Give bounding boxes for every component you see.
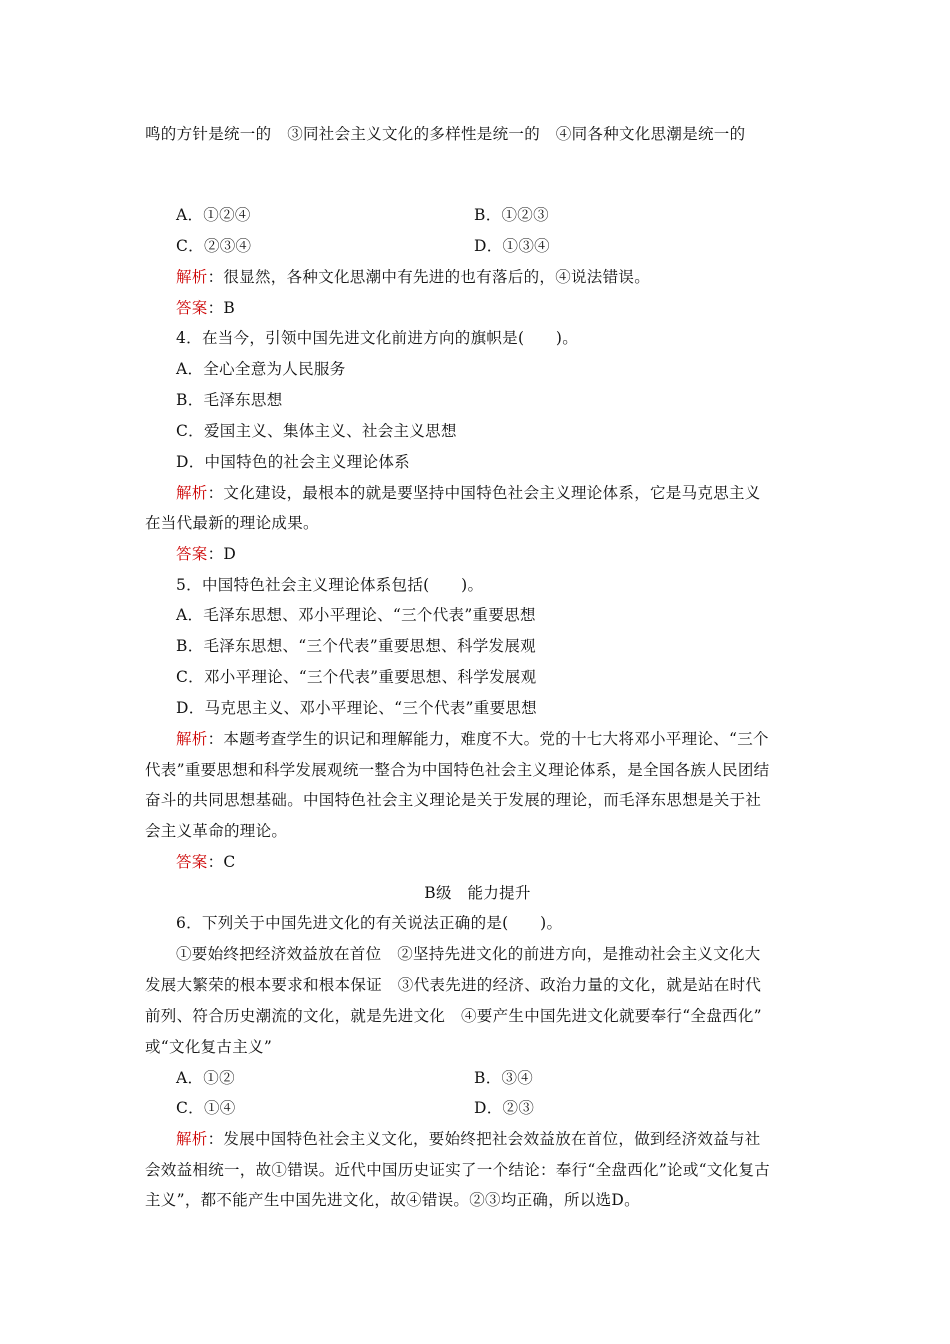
- q6-body-line-2: 发展大繁荣的根本要求和根本保证 ③代表先进的经济、政治力量的文化，就是站在时代: [145, 976, 762, 994]
- q5-stem: 5．中国特色社会主义理论体系包括( )。: [176, 576, 484, 594]
- section-heading-b: B级 能力提升: [424, 884, 531, 902]
- q4-answer-text: ：D: [207, 545, 237, 563]
- q3-option-c: C．②③④: [176, 237, 252, 255]
- q6-analysis-line-1: [176, 1129, 761, 1149]
- q5-option-a: A．毛泽东思想、邓小平理论、“三个代表”重要思想: [176, 606, 536, 624]
- q6-body-line-4: 或“文化复古主义”: [145, 1038, 273, 1056]
- q3-option-b: B．①②③: [474, 206, 549, 224]
- q5-analysis-line-4: 会主义革命的理论。: [145, 822, 288, 840]
- q6-stem: 6．下列关于中国先进文化的有关说法正确的是( )。: [176, 914, 563, 932]
- q5-analysis-line-1: [176, 729, 769, 749]
- analysis-label: 解析: [176, 1130, 208, 1148]
- answer-label: 答案: [176, 545, 208, 563]
- q4-answer: [176, 544, 236, 564]
- q3-answer: [176, 298, 235, 318]
- q4-option-b: B．毛泽东思想: [176, 391, 283, 409]
- q5-option-c: C．邓小平理论、“三个代表”重要思想、科学发展观: [176, 668, 537, 686]
- analysis-label: 解析: [176, 268, 208, 286]
- analysis-label: 解析: [176, 484, 208, 502]
- q6-option-b: B．③④: [474, 1069, 534, 1087]
- q3-option-a: A．①②④: [176, 206, 251, 224]
- q4-option-d: D．中国特色的社会主义理论体系: [176, 453, 410, 471]
- q5-option-d: D．马克思主义、邓小平理论、“三个代表”重要思想: [176, 699, 537, 717]
- q4-analysis-line-2: 在当代最新的理论成果。: [145, 514, 319, 532]
- q5-analysis-text-1: ：本题考查学生的识记和理解能力，难度不大。党的十七大将邓小平理论、“三个: [207, 730, 769, 748]
- q6-body-line-1: ①要始终把经济效益放在首位 ②坚持先进文化的前进方向，是推动社会主义文化大: [176, 945, 761, 963]
- q3-option-d: D．①③④: [474, 237, 550, 255]
- q5-analysis-line-2: 代表”重要思想和科学发展观统一整合为中国特色社会主义理论体系，是全国各族人民团结: [145, 761, 770, 779]
- q3-stem-continuation: 鸣的方针是统一的 ③同社会主义文化的多样性是统一的 ④同各种文化思潮是统一的: [145, 125, 746, 143]
- q6-body-line-3: 前列、符合历史潮流的文化，就是先进文化 ④要产生中国先进文化就要奉行“全盘西化”: [145, 1007, 762, 1025]
- q6-analysis-line-2: 会效益相统一，故①错误。近代中国历史证实了一个结论：奉行“全盘西化”论或“文化复古: [145, 1161, 771, 1179]
- q4-option-a: A．全心全意为人民服务: [176, 360, 346, 378]
- q3-analysis: [176, 267, 650, 287]
- q4-analysis-line-1: [176, 483, 761, 503]
- q4-option-c: C．爱国主义、集体主义、社会主义思想: [176, 422, 457, 440]
- q5-answer-text: ：C: [207, 853, 236, 871]
- q3-analysis-text: ：很显然，各种文化思潮中有先进的也有落后的，④说法错误。: [207, 268, 651, 286]
- q6-analysis-line-3: 主义”，都不能产生中国先进文化，故④错误。②③均正确，所以选D。: [145, 1191, 640, 1209]
- answer-label: 答案: [176, 299, 208, 317]
- q3-answer-text: ：B: [207, 299, 236, 317]
- analysis-label: 解析: [176, 730, 208, 748]
- q6-analysis-text-1: ：发展中国特色社会主义文化，要始终把社会效益放在首位，做到经济效益与社: [207, 1130, 761, 1148]
- q6-option-a: A．①②: [176, 1069, 235, 1087]
- answer-label: 答案: [176, 853, 208, 871]
- q5-answer: [176, 852, 236, 872]
- q5-analysis-line-3: 奋斗的共同思想基础。中国特色社会主义理论是关于发展的理论，而毛泽东思想是关于社: [145, 791, 762, 809]
- q6-option-c: C．①④: [176, 1099, 236, 1117]
- q4-stem: 4．在当今，引领中国先进文化前进方向的旗帜是( )。: [176, 329, 579, 347]
- q5-option-b: B．毛泽东思想、“三个代表”重要思想、科学发展观: [176, 637, 536, 655]
- q4-analysis-text-1: ：文化建设，最根本的就是要坚持中国特色社会主义理论体系，它是马克思主义: [207, 484, 761, 502]
- q6-option-d: D．②③: [474, 1099, 535, 1117]
